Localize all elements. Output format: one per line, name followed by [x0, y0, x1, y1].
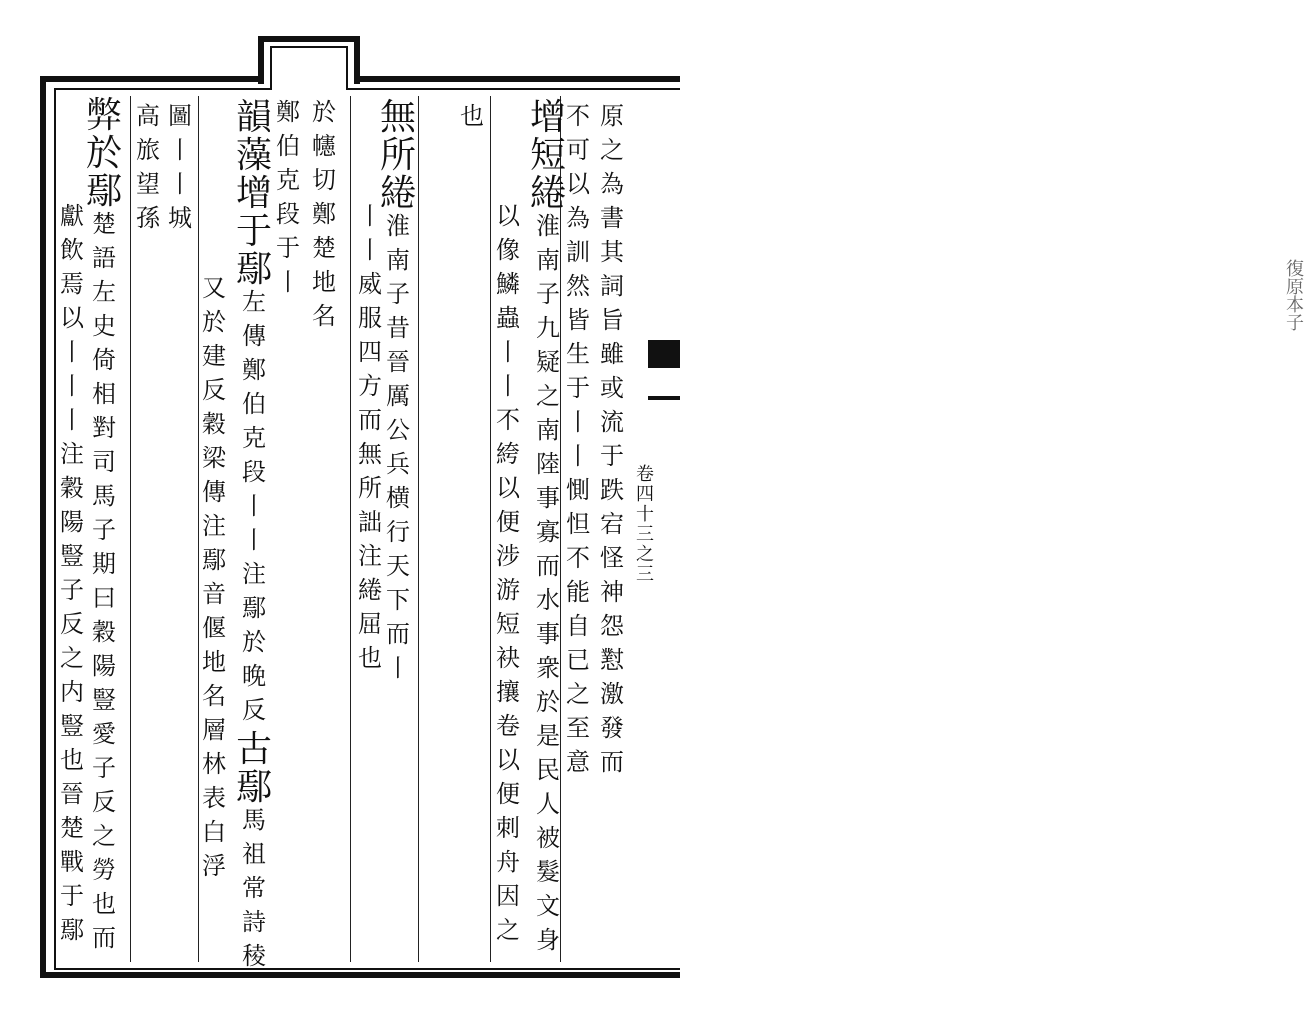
column-rule	[350, 96, 351, 962]
glyph: 淮	[386, 212, 410, 240]
glyph: 流	[600, 408, 624, 436]
glyph: 衆	[536, 654, 560, 682]
glyph: 綣	[530, 173, 567, 214]
glyph: 建	[202, 342, 226, 370]
glyph: 原	[600, 102, 624, 130]
glyph: 便	[496, 780, 520, 808]
glyph: 九	[536, 314, 560, 342]
glyph: 鄢	[236, 249, 273, 290]
glyph: 城	[168, 204, 192, 232]
glyph: 無	[380, 97, 417, 138]
glyph: 以	[496, 202, 520, 230]
glyph: 焉	[60, 270, 84, 298]
glyph: 名	[202, 682, 226, 710]
text-segment	[60, 204, 84, 952]
text-segment	[202, 718, 226, 888]
glyph: 以	[60, 304, 84, 332]
glyph: 司	[92, 448, 116, 476]
glyph: 怛	[566, 510, 590, 538]
glyph: 名	[312, 302, 336, 330]
glyph: 克	[242, 424, 266, 452]
glyph: 南	[386, 246, 410, 274]
glyph: 攘	[496, 678, 520, 706]
glyph: 南	[536, 246, 560, 274]
glyph: 子	[386, 280, 410, 308]
glyph: 相	[92, 380, 116, 408]
glyph: 疑	[536, 348, 560, 376]
glyph: 以	[496, 474, 520, 502]
glyph: 是	[536, 722, 560, 750]
text-column	[86, 95, 123, 960]
glyph: 不	[566, 544, 590, 572]
text-column	[202, 276, 226, 888]
glyph: 丨	[242, 492, 266, 520]
glyph: 卷	[636, 464, 654, 485]
glyph: 丨	[358, 236, 382, 264]
glyph: 短	[496, 610, 520, 638]
glyph: 能	[566, 578, 590, 606]
glyph: 白	[202, 818, 226, 846]
text-segment	[358, 204, 382, 680]
glyph: 浮	[202, 852, 226, 880]
glyph: 之	[60, 644, 84, 672]
glyph: 穀	[92, 618, 116, 646]
glyph: 卷	[496, 712, 520, 740]
glyph: 望	[136, 170, 160, 198]
glyph: 倚	[92, 346, 116, 374]
glyph: 發	[600, 714, 624, 742]
glyph: 丨	[566, 442, 590, 470]
glyph: 至	[566, 714, 590, 742]
glyph: 南	[536, 416, 560, 444]
glyph: 也	[60, 746, 84, 774]
glyph: 像	[496, 236, 520, 264]
glyph: 四	[636, 484, 654, 505]
glyph: 於	[242, 628, 266, 656]
glyph: 於	[86, 133, 123, 174]
text-segment	[460, 104, 484, 138]
glyph: 怪	[600, 544, 624, 572]
text-segment	[496, 204, 520, 952]
glyph: 鄭	[312, 200, 336, 228]
glyph: 然	[566, 272, 590, 300]
glyph: 子	[92, 754, 116, 782]
glyph: 生	[566, 340, 590, 368]
glyph: 於	[312, 98, 336, 126]
glyph: 人	[536, 790, 560, 818]
glyph: 也	[92, 890, 116, 918]
glyph: 公	[386, 416, 410, 444]
glyph: 丨	[566, 408, 590, 436]
glyph: 晚	[242, 662, 266, 690]
glyph: 横	[386, 484, 410, 512]
glyph: 注	[358, 542, 382, 570]
glyph: 雖	[600, 340, 624, 368]
glyph: 偃	[202, 614, 226, 642]
text-segment	[202, 276, 226, 718]
glyph: 絝	[496, 440, 520, 468]
glyph: 綣	[380, 173, 417, 214]
headword	[86, 95, 123, 212]
glyph: 段	[276, 200, 300, 228]
glyph: 戰	[60, 848, 84, 876]
column-rule	[198, 96, 199, 962]
glyph: 鄭	[242, 356, 266, 384]
margin-fragment: 復原本子	[1283, 259, 1304, 331]
glyph: 子	[536, 280, 560, 308]
glyph: 韻	[236, 97, 273, 138]
glyph: 髮	[536, 858, 560, 886]
glyph: 懟	[600, 646, 624, 674]
glyph: 陸	[536, 450, 560, 478]
glyph: 克	[276, 166, 300, 194]
glyph: 丨	[60, 372, 84, 400]
glyph: 袂	[496, 644, 520, 672]
glyph: 于	[566, 374, 590, 402]
glyph: 寡	[536, 518, 560, 546]
glyph: 勞	[92, 856, 116, 884]
tab-text-column	[276, 100, 300, 304]
glyph: 也	[358, 644, 382, 672]
column-rule	[418, 96, 419, 962]
glyph: 也	[460, 102, 484, 130]
glyph: 其	[600, 238, 624, 266]
text-segment	[168, 104, 192, 240]
glyph: 不	[566, 102, 590, 130]
glyph: 豎	[60, 542, 84, 570]
glyph: 馬	[92, 482, 116, 510]
glyph: 丨	[358, 202, 382, 230]
glyph: 晉	[386, 348, 410, 376]
text-segment	[536, 214, 560, 962]
glyph: 或	[600, 374, 624, 402]
text-segment	[242, 290, 266, 732]
headword	[530, 97, 567, 214]
text-segment	[136, 104, 160, 240]
glyph: 反	[242, 696, 266, 724]
glyph: 又	[202, 274, 226, 302]
glyph: 兵	[386, 450, 410, 478]
fish-tail-mark	[648, 340, 680, 368]
glyph: 之	[496, 916, 520, 944]
glyph: 穀	[60, 474, 84, 502]
glyph: 於	[202, 308, 226, 336]
glyph: 豎	[60, 712, 84, 740]
glyph: 無	[358, 440, 382, 468]
glyph: 因	[496, 882, 520, 910]
glyph: 丨	[276, 268, 300, 296]
glyph: 祖	[242, 840, 266, 868]
glyph: 十	[636, 504, 654, 525]
glyph: 惻	[566, 476, 590, 504]
glyph: 蟲	[496, 304, 520, 332]
glyph: 四	[358, 338, 382, 366]
glyph: 短	[530, 135, 567, 176]
glyph: 之	[92, 822, 116, 850]
glyph: 切	[312, 166, 336, 194]
glyph: 獻	[60, 202, 84, 230]
glyph: 語	[92, 244, 116, 272]
glyph: 注	[242, 560, 266, 588]
glyph: 楚	[312, 234, 336, 262]
glyph: 曰	[92, 584, 116, 612]
glyph: 子	[60, 576, 84, 604]
glyph: 事	[536, 620, 560, 648]
glyph: 丨	[496, 372, 520, 400]
glyph: 而	[600, 748, 624, 776]
glyph: 楚	[92, 210, 116, 238]
glyph: 旅	[136, 136, 160, 164]
glyph: 楚	[60, 814, 84, 842]
glyph: 所	[380, 135, 417, 176]
glyph: 意	[566, 748, 590, 776]
glyph: 而	[358, 406, 382, 434]
glyph: 反	[60, 610, 84, 638]
glyph: 左	[92, 278, 116, 306]
glyph: 屈	[358, 610, 382, 638]
glyph: 于	[60, 882, 84, 910]
text-segment	[276, 100, 300, 304]
glyph: 書	[600, 204, 624, 232]
glyph: 便	[496, 508, 520, 536]
glyph: 豎	[92, 686, 116, 714]
glyph: 期	[92, 550, 116, 578]
glyph: 陽	[60, 508, 84, 536]
glyph: 地	[312, 268, 336, 296]
glyph: 舟	[496, 848, 520, 876]
text-segment	[566, 104, 590, 784]
glyph: 訓	[566, 238, 590, 266]
glyph: 穀	[202, 410, 226, 438]
glyph: 稜	[242, 942, 266, 970]
glyph: 之	[636, 544, 654, 565]
glyph: 注	[202, 512, 226, 540]
glyph: 事	[536, 484, 560, 512]
glyph: 鄭	[276, 98, 300, 126]
glyph: 威	[358, 270, 382, 298]
glyph: 鱗	[496, 270, 520, 298]
glyph: 段	[242, 458, 266, 486]
glyph: 高	[136, 102, 160, 130]
glyph: 跌	[600, 476, 624, 504]
glyph: 旨	[600, 306, 624, 334]
glyph: 丨	[242, 526, 266, 554]
glyph: 服	[358, 304, 382, 332]
glyph: 已	[566, 646, 590, 674]
glyph: 子	[92, 516, 116, 544]
glyph: 鄢	[242, 594, 266, 622]
glyph: 下	[386, 586, 410, 614]
glyph: 藻	[236, 135, 273, 176]
glyph: 怨	[600, 612, 624, 640]
glyph: 音	[202, 580, 226, 608]
glyph: 孫	[136, 204, 160, 232]
text-segment	[242, 808, 266, 978]
text-column	[168, 104, 192, 240]
glyph: 表	[202, 784, 226, 812]
glyph: 涉	[496, 542, 520, 570]
glyph: 詘	[358, 508, 382, 536]
glyph: 圖	[168, 102, 192, 130]
glyph: 天	[386, 552, 410, 580]
text-column	[530, 97, 567, 962]
glyph: 左	[242, 288, 266, 316]
glyph: 而	[536, 552, 560, 580]
fish-tail-mark	[648, 396, 680, 400]
glyph: 丨	[168, 136, 192, 164]
glyph: 可	[566, 136, 590, 164]
glyph: 三	[636, 564, 654, 585]
glyph: 鄢	[60, 916, 84, 944]
column-rule	[490, 96, 491, 962]
glyph: 綣	[358, 576, 382, 604]
glyph: 傳	[242, 322, 266, 350]
glyph: 厲	[386, 382, 410, 410]
glyph: 晉	[60, 780, 84, 808]
text-column	[496, 204, 520, 952]
glyph: 增	[236, 173, 273, 214]
glyph: 以	[496, 746, 520, 774]
glyph: 内	[60, 678, 84, 706]
glyph: 民	[536, 756, 560, 784]
glyph: 于	[600, 442, 624, 470]
glyph: 昔	[386, 314, 410, 342]
text-column	[460, 104, 484, 138]
glyph: 宕	[600, 510, 624, 538]
text-segment	[600, 104, 624, 784]
column-rule	[130, 96, 131, 962]
glyph: 之	[566, 680, 590, 708]
glyph: 丨	[60, 338, 84, 366]
header-tab-inner	[270, 46, 348, 90]
glyph: 于	[236, 211, 273, 252]
glyph: 游	[496, 576, 520, 604]
glyph: 鄢	[236, 767, 273, 808]
headword	[236, 729, 273, 808]
glyph: 注	[60, 440, 84, 468]
glyph: 身	[536, 926, 560, 954]
glyph: 林	[202, 750, 226, 778]
glyph: 飲	[60, 236, 84, 264]
glyph: 鄢	[202, 546, 226, 574]
glyph: 不	[496, 406, 520, 434]
glyph: 文	[536, 892, 560, 920]
glyph: 神	[600, 578, 624, 606]
glyph: 陽	[92, 652, 116, 680]
glyph: 反	[202, 376, 226, 404]
glyph: 古	[236, 729, 273, 770]
text-segment	[386, 214, 410, 690]
glyph: 水	[536, 586, 560, 614]
glyph: 常	[242, 874, 266, 902]
glyph: 激	[600, 680, 624, 708]
glyph: 伯	[276, 132, 300, 160]
text-segment	[92, 212, 116, 960]
glyph: 鄢	[86, 171, 123, 212]
glyph: 詞	[600, 272, 624, 300]
text-column	[566, 104, 590, 784]
glyph: 史	[92, 312, 116, 340]
glyph: 地	[202, 648, 226, 676]
glyph: 之	[600, 136, 624, 164]
glyph: 梁	[202, 444, 226, 472]
glyph: 而	[92, 924, 116, 952]
glyph: 增	[530, 97, 567, 138]
glyph: 為	[566, 204, 590, 232]
glyph: 所	[358, 474, 382, 502]
glyph: 幰	[312, 132, 336, 160]
glyph: 之	[536, 382, 560, 410]
text-column	[600, 104, 624, 784]
glyph: 三	[636, 524, 654, 545]
glyph: 於	[536, 688, 560, 716]
glyph: 被	[536, 824, 560, 852]
glyph: 刺	[496, 814, 520, 842]
glyph: 伯	[242, 390, 266, 418]
glyph: 丨	[168, 170, 192, 198]
glyph: 愛	[92, 720, 116, 748]
glyph: 皆	[566, 306, 590, 334]
glyph: 淮	[536, 212, 560, 240]
headword	[236, 97, 273, 290]
tab-text-column	[312, 100, 336, 338]
glyph: 層	[202, 716, 226, 744]
text-segment	[312, 100, 336, 338]
glyph: 行	[386, 518, 410, 546]
text-column	[60, 204, 84, 952]
glyph: 馬	[242, 806, 266, 834]
headword	[380, 97, 417, 214]
glyph: 丨	[496, 338, 520, 366]
glyph: 方	[358, 372, 382, 400]
glyph: 于	[276, 234, 300, 262]
glyph: 自	[566, 612, 590, 640]
glyph: 而	[386, 620, 410, 648]
glyph: 反	[92, 788, 116, 816]
glyph: 為	[600, 170, 624, 198]
glyph: 以	[566, 170, 590, 198]
text-column	[136, 104, 160, 240]
glyph: 弊	[86, 95, 123, 136]
glyph: 丨	[60, 406, 84, 434]
glyph: 對	[92, 414, 116, 442]
text-column	[358, 204, 382, 680]
glyph: 傳	[202, 478, 226, 506]
glyph: 丨	[386, 654, 410, 682]
text-column	[380, 97, 417, 690]
juan-number	[636, 466, 654, 586]
glyph: 詩	[242, 908, 266, 936]
text-column	[236, 97, 273, 978]
